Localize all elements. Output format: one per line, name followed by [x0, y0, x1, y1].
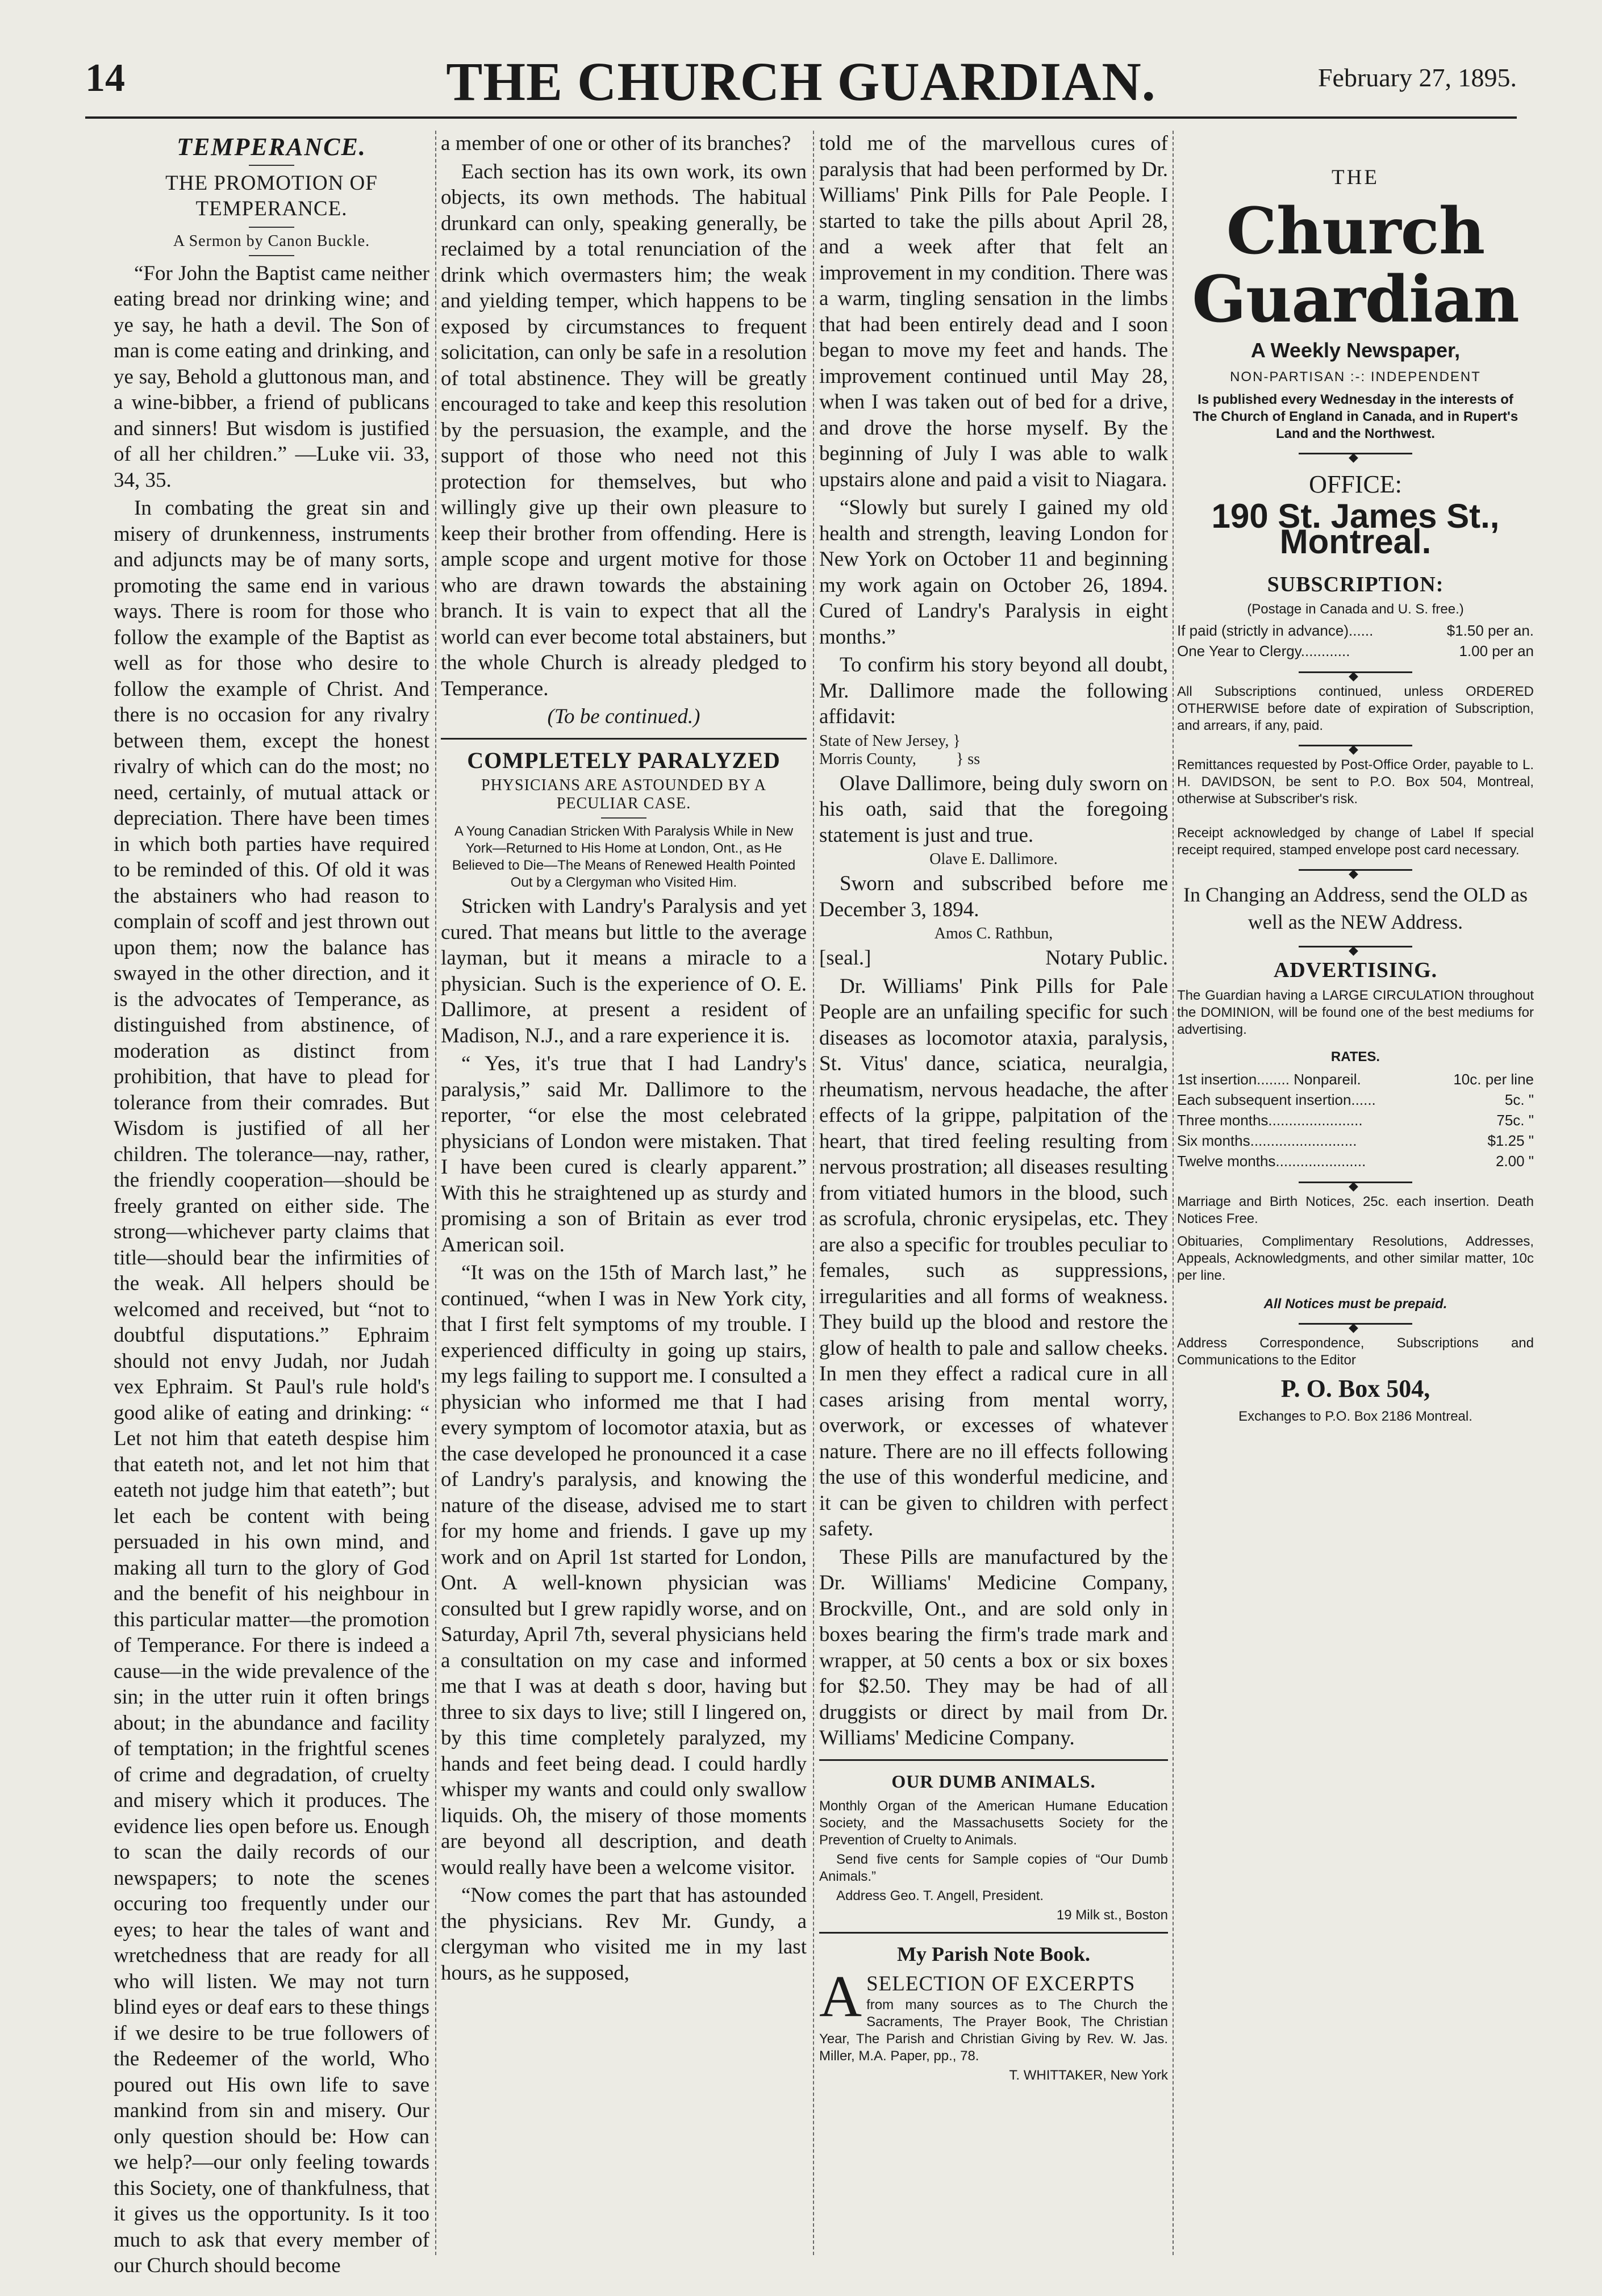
continued-subscriptions-note: All Subscriptions continued, unless ORDERED OTHERWISE before date of expiration of Subscription, and arrears, if any, paid. [1177, 684, 1534, 733]
rates-title: RATES. [1330, 1049, 1380, 1064]
column-continued [819, 131, 1168, 2255]
rate-row [1177, 641, 1534, 661]
remittances-note: Remittances requested by Post-Office Order, payable to L. H. DAVIDSON, be sent to P.O. Box 504, Montreal, otherwise at Subscriber's risk. [1177, 757, 1534, 807]
rate-label: If paid (strictly in advance)...... [1177, 622, 1374, 639]
article-paragraph: To confirm his story beyond all doubt, Mr. Dallimore made the following affidavit: [819, 653, 1168, 728]
article-paragraph: In combating the great sin and misery of drunkenness, instruments and adjuncts may be of many sorts, promoting the same end in various ways. There is room for those who follow the example of the Baptist as well as for those who desire to follow the example of Christ. And there is no occasion for any rivalry between them, except the honest rivalry of which can do the most; no need, certainly, of mutual attack or depreciation. There have been times in which both parties have required to be reminded of this. Of old it was the abstainers who had reason to complain of scoff and jest thrown out upon them; now the balance has swayed in the other direction, and it is the advocates of Temperance, as distinguished from abstinence, of moderation as distinct from prohibition, that have to plead for tolerance from their comrades. But Wisdom is justified of all her children. The tolerance—nay, rather, the friendly cooperation—should be freely granted on either side. The strong—whichever party claims that title—should bear the infirmities of the weak. All helpers should be welcomed and received, but “not to doubtful disputations.” Ephraim should not envy Judah, nor Judah vex Ephraim. St Paul's rule hold's good alike of eating and drinking: “ Let not him that eateth despise him that eateth not, and let not him that eateth not judge him that eateth”; but let each be content with being persuaded in his own mind, and making all turn to the glory of God and the benefit of his neighbour in this particular matter—the promotion of Temperance. For there is indeed a cause—in the wide prevalence of the sin; in the utter ruin it often brings about; in the abundance and facility of temptation; in the frightful scenes of crime and degradation, of cruelty and misery which it produces. The evidence lies open before us. Enough to scan the daily records of our newspapers; to note the scenes occuring too frequently under our eyes; to hear the tales of want and wretchedness that are ready for all who will listen. We may not turn blind eyes or deaf ears to these things if we desire to be true followers of the Redeemer of the world, Who poured out His own life to save mankind from sin and misery. Our only question should be: How can we help?—our only feeling towards this Society, one of thankfulness, that it gives us the opportunity. Is it too much to ask that every member of our Church should become [114, 496, 429, 2277]
change-address-note: In Changing an Address, send the OLD as well as the NEW Address. [1183, 883, 1528, 933]
divider [249, 255, 294, 256]
exchanges-note: Exchanges to P.O. Box 2186 Montreal. [1238, 1409, 1472, 1424]
ad-publisher: T. WHITTAKER, New York [1009, 2068, 1168, 2083]
divider [1299, 453, 1412, 454]
office-label: OFFICE: [1309, 470, 1402, 498]
divider [819, 1932, 1168, 1934]
affidavit-state: State of New Jersey, } [819, 732, 961, 750]
article-paragraph: a member of one or other of its branches? [441, 132, 791, 155]
postage-note: (Postage in Canada and U. S. free.) [1247, 602, 1464, 617]
scripture-quote: “For John the Baptist came neither eating bread nor drinking wine; and ye say, he hath a devil. The Son of man is come eating and drinking, and ye say, Behold a gluttonous man, and a wine-bibber, a friend of publicans and sinners! But wisdom is justified of all her children.” —Luke vii. 33, 34, 35. [114, 261, 429, 492]
article-title: COMPLETELY PARALYZED [467, 747, 781, 773]
rate-row [1177, 1069, 1534, 1089]
rate-row [1177, 620, 1534, 641]
parish-ad-body [819, 1963, 1168, 2065]
divider [819, 1759, 1168, 1761]
column-divider [1173, 131, 1174, 2255]
notary-line [819, 945, 1168, 971]
notices-rates: Marriage and Birth Notices, 25c. each insertion. Death Notices Free. [1177, 1193, 1534, 1226]
rate-label: Twelve months...................... [1177, 1152, 1366, 1170]
article-paragraph: “Now comes the part that has astounded the physicians. Rev Mr. Gundy, a clergyman who visited me in my last hours, as he supposed, [441, 1884, 807, 1985]
masthead-the: THE [1332, 166, 1379, 189]
issue-date: February 27, 1895. [1317, 63, 1517, 92]
article-paragraph: Dr. Williams' Pink Pills for Pale People are an unfailing specific for such diseases as locomotor ataxia, paralysis, St. Vitus' dance, sciatica, neuralgia, rheumatism, nervous headache, the after effects of la grippe, palpitation of the heart, that tired feeling resulting from nervous prostration; all diseases resulting from vitiated humors in the blood, such as scrofula, chronic erysipelas, etc. They are also a specific for troubles peculiar to females, such as suppressions, irregularities and all forms of weakness. They build up the blood and restore the glow of health to pale and sallow cheeks. In men they effect a radical cure in all cases arising from mental worry, overwork, or excesses of whatever nature. There are no ill effects following the use of this wonderful medicine, and it can be given to children with perfect safety. [819, 974, 1168, 1541]
ad-text: Monthly Organ of the American Humane Education Society, and the Massachusetts Society for the Prevention of Cruelty to Animals. [819, 1798, 1168, 1848]
subscription-title: SUBSCRIPTION: [1267, 572, 1444, 596]
continued-note: (To be continued.) [547, 705, 700, 728]
newspaper-title: THE CHURCH GUARDIAN. [446, 51, 1156, 112]
prepaid-note: All Notices must be prepaid. [1263, 1296, 1447, 1312]
drop-cap: A [819, 1963, 862, 2029]
sworn-statement: Sworn and subscribed before me December 3, 1894. [819, 872, 1168, 921]
advertising-rates [1177, 1069, 1534, 1171]
ad-text: Send five cents for Sample copies of “Our Dumb Animals.” [819, 1852, 1168, 1884]
divider [249, 165, 294, 166]
rate-value: 1.00 per an [1459, 642, 1534, 659]
divider [249, 227, 294, 228]
rate-label: Six months.......................... [1177, 1132, 1357, 1149]
header-rule [85, 116, 1517, 119]
article-paragraph: Stricken with Landry's Paralysis and yet cured. That means but little to the average layman, but it means a miracle to a physician. Such is the experience of O. E. Dallimore, at present a resident of Madison, N.J., and a rare experience it is. [441, 895, 807, 1047]
rate-value: 5c. " [1504, 1091, 1534, 1108]
rate-label: Each subsequent insertion...... [1177, 1091, 1376, 1108]
ad-address: Address Geo. T. Angell, President. [836, 1888, 1044, 1903]
article-paragraph: “ Yes, it's true that I had Landry's paralysis,” said Mr. Dallimore to the reporter, “or else the most celebrated physicians of London were mistaken. That I have been cured is clearly apparent.” With this he straightened up as sturdy and promising a son of Britain as ever trod American soil. [441, 1052, 807, 1256]
article-paragraph: told me of the marvellous cures of paralysis that had been performed by Dr. Williams' Pink Pills for Pale People. I started to take the pills about April 28, and a week after that felt an improvement in my condition. There was a warm, tingling sensation in the limbs that had been entirely dead and I soon began to move my feet and hands. The improvement continued until May 28, when I was taken out of bed for a drive, and drove the horse myself. By the beginning of July I was able to walk upstairs alone and paid a visit to Niagara. [819, 132, 1168, 491]
office-address: 190 St. James St., Montreal. [1211, 496, 1500, 561]
rate-value: $1.50 per an. [1446, 622, 1534, 639]
divider [601, 817, 646, 819]
divider [1299, 1182, 1412, 1183]
column-paralyzed [441, 131, 807, 2255]
column-masthead [1177, 131, 1534, 2255]
page-header [85, 40, 1517, 114]
column-divider [813, 131, 814, 2255]
ad-title-parish-note-book: My Parish Note Book. [897, 1943, 1090, 1965]
affidavit-signature: Olave E. Dallimore. [929, 850, 1058, 868]
correspondence-note: Address Correspondence, Subscriptions and Communications to the Editor [1177, 1335, 1534, 1368]
byline: A Sermon by Canon Buckle. [173, 232, 370, 250]
advertising-title: ADVERTISING. [1273, 958, 1438, 982]
rate-label: One Year to Clergy............ [1177, 642, 1350, 659]
rate-value: $1.25 " [1487, 1132, 1534, 1149]
article-paragraph: “Slowly but surely I gained my old health and strength, leaving London for New York on October 11 and beginning my work again on October 26, 1894. Cured of Landry's Paralysis in eight months.” [819, 496, 1168, 649]
column-temperance [114, 131, 429, 2277]
affidavit-text: Olave Dallimore, being duly sworn on his oath, said that the foregoing statement is just and true. [819, 771, 1168, 847]
column-divider [435, 131, 436, 2255]
ad-text: from many sources as to The Church the Sacraments, The Prayer Book, The Christian Year, The Parish and Christian Giving by Rev. W. Jas. Miller, M.A. Paper, pp., 78. [819, 1997, 1168, 2064]
article-title: THE PROMOTION OF TEMPERANCE. [165, 171, 378, 220]
tagline: A Weekly Newspaper, [1250, 338, 1461, 362]
partisan-line: NON-PARTISAN :-: INDEPENDENT [1230, 369, 1481, 385]
obituaries-rates: Obituaries, Complimentary Resolutions, Addresses, Appeals, Acknowledgments, and other similar matter, 10c per line. [1177, 1233, 1534, 1283]
advertising-text: The Guardian having a LARGE CIRCULATION throughout the DOMINION, will be found one of the best mediums for advertising. [1177, 987, 1534, 1037]
rate-label: Three months....................... [1177, 1111, 1363, 1129]
article-subtitle: PHYSICIANS ARE ASTOUNDED BY A PECULIAR CASE. [481, 777, 766, 812]
ad-title-dumb-animals: OUR DUMB ANIMALS. [891, 1771, 1096, 1792]
article-summary: A Young Canadian Stricken With Paralysis While in New York—Returned to His Home at London, Ont., as He Believed to Die—The Means of Renewed Health Pointed Out by a Clergyman who Visited Him. [452, 824, 796, 890]
rate-row [1177, 1151, 1534, 1171]
notary-name: Amos C. Rathbun, [934, 925, 1053, 942]
publication-note: Is published every Wednesday in the interests of The Church of England in Canada, and in Rupert's Land and the Northwest. [1192, 392, 1518, 441]
divider [1299, 1323, 1412, 1325]
receipt-note: Receipt acknowledged by change of Label If special receipt required, stamped envelope post card necessary. [1177, 825, 1534, 858]
rate-row [1177, 1110, 1534, 1130]
article-paragraph: These Pills are manufactured by the Dr. Williams' Medicine Company, Brockville, Ont., and are sold only in boxes bearing the firm's trade mark and wrapper, at 50 cents a box or six boxes for $2.50. They may be had of all druggists or direct by mail from Dr. Williams' Medicine Company. [819, 1545, 1168, 1750]
article-paragraph: “It was on the 15th of March last,” he continued, “when I was in New York city, that I first felt symptoms of my trouble. I experienced difficulty in going up stairs, my legs failing to support me. I consulted a physician who informed me that I had every symptom of locomotor ataxia, but as the case developed he pronounced it a case of Landry's paralysis, and knowing the nature of the disease, advised me to start for my home and friends. I gave up my work and on April 1st started for London, Ont. A well-known physician was consulted but I grew rapidly worse, and on Saturday, April 7th, several physicians held a consultation on my case and informed me that I was at death s door, having but three to six days to live; still I lingered on, by this time completely paralyzed, my hands and feet being dead. I could hardly whisper my wants and could only swallow liquids. Oh, the misery of those moments are beyond all description, and death would really have been a welcome visitor. [441, 1261, 807, 1879]
affidavit-county: Morris County, } ss [819, 750, 981, 768]
subscription-rates [1177, 620, 1534, 661]
section-title: TEMPERANCE. [177, 133, 366, 161]
article-paragraph: Each section has its own work, its own objects, its own methods. The habitual drunkard can only, speaking generally, be reclaimed by a total renunciation of the drink which overmasters him; the weak and yielding temper, which happens to be exposed by circumstances to frequent solicitation, can only be safe in a resolution of total abstinence. They will be greatly encouraged to take and keep this resolution by the persuasion, the example, and the support of those who need not this protection for themselves, but who willingly give up their own pleasure to keep their brother from offending. Here is ample scope and urgent motive for those who are drawn towards the abstaining branch. It is vain to expect that all the world can ever become total abstainers, but the whole Church is already pledged to Temperance. [441, 160, 807, 700]
notary-title: Notary Public. [1045, 946, 1168, 970]
divider [1299, 869, 1412, 871]
rate-row [1177, 1089, 1534, 1110]
rate-value: 75c. " [1496, 1111, 1534, 1129]
rate-value: 10c. per line [1453, 1070, 1534, 1088]
masthead-title: Church Guardian [1192, 194, 1519, 337]
ad-street: 19 Milk st., Boston [1056, 1907, 1168, 1923]
po-box: P. O. Box 504, [1280, 1374, 1430, 1402]
ad-lead: SELECTION OF EXCERPTS [866, 1972, 1136, 1996]
rate-value: 2.00 " [1495, 1152, 1534, 1170]
notary-seal: [seal.] [819, 946, 871, 970]
page-number: 14 [85, 56, 125, 100]
divider [441, 738, 807, 740]
rate-row [1177, 1130, 1534, 1151]
divider [1299, 671, 1412, 673]
divider [1299, 745, 1412, 746]
divider [1299, 946, 1412, 947]
rate-label: 1st insertion........ Nonpareil. [1177, 1070, 1361, 1088]
